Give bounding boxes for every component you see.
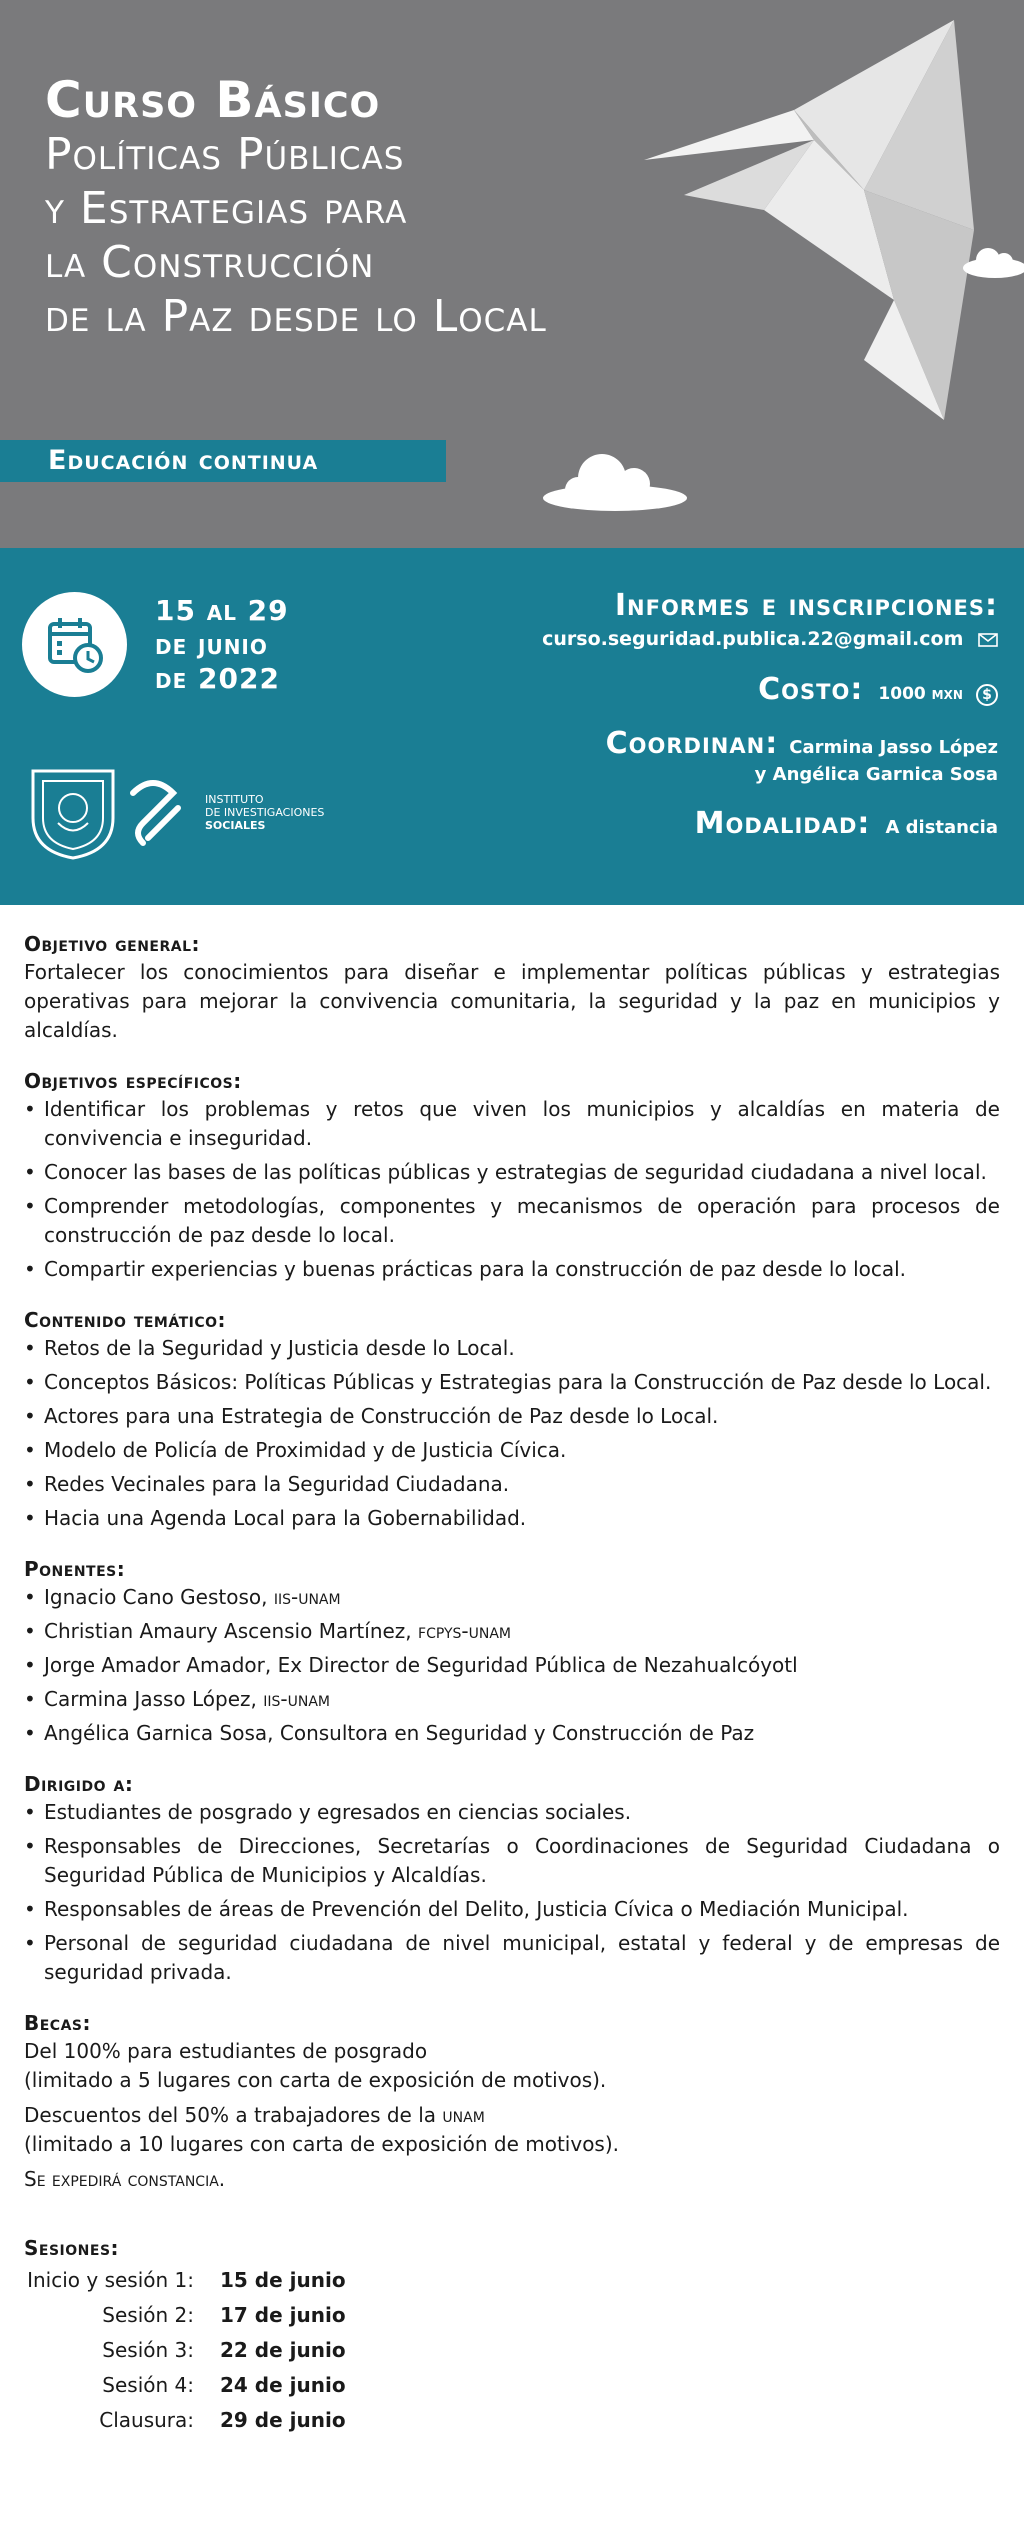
section-heading: Dirigido a: <box>24 1772 134 1796</box>
becas-text: unam <box>442 2103 485 2127</box>
session-label: Sesión 4: <box>102 2373 194 2397</box>
becas-line: Del 100% para estudiantes de posgrado <box>24 2039 428 2063</box>
dollar-icon: $ <box>976 684 998 706</box>
info-panel <box>0 548 1024 905</box>
coord-line: y Angélica Garnica Sosa <box>754 764 998 785</box>
education-band: Educación continua <box>0 440 446 482</box>
section-heading: Sesiones: <box>24 2236 120 2260</box>
session-date: 24 de junio <box>220 2373 346 2397</box>
list-item: • Conceptos Básicos: Políticas Públicas y Estrategias para la Construcción de Paz desde lo Local. <box>24 1368 1000 1397</box>
list-item: • Modelo de Policía de Proximidad y de Justicia Cívica. <box>24 1436 1000 1465</box>
list-item: • Hacia una Agenda Local para la Gobernabilidad. <box>24 1504 1000 1533</box>
informes-label: Informes e inscripciones: <box>614 588 998 623</box>
origami-dove-illustration <box>564 0 1024 440</box>
speaker-item <box>24 1617 1000 1646</box>
iis-logo-text <box>205 793 324 832</box>
title-line: Curso Básico <box>45 71 381 129</box>
cloud-illustration <box>540 448 690 513</box>
speaker-item <box>24 1651 1000 1680</box>
sessions-table <box>24 2266 1000 2435</box>
speaker-item <box>24 1685 1000 1714</box>
session-date: 29 de junio <box>220 2408 346 2432</box>
becas-text: Descuentos del 50% a trabajadores de la <box>24 2103 443 2127</box>
list-item: • Redes Vecinales para la Seguridad Ciudadana. <box>24 1470 1000 1499</box>
iis-line: INSTITUTO <box>205 793 264 806</box>
course-title <box>45 72 547 344</box>
list-item: • Responsables de áreas de Prevención del Delito, Justicia Cívica o Mediación Municipal. <box>24 1895 1000 1924</box>
list-item: • Actores para una Estrategia de Construcción de Paz desde lo Local. <box>24 1402 1000 1431</box>
objetivo-general-section <box>24 930 1000 1045</box>
contact-block <box>438 588 998 842</box>
session-date: 15 de junio <box>220 2268 346 2292</box>
date-line: 15 al 29 <box>155 594 289 627</box>
list-item: • Compartir experiencias y buenas prácticas para la construcción de paz desde lo local. <box>24 1255 1000 1284</box>
speaker-name: Carmina Jasso López, <box>44 1687 264 1711</box>
title-line: y Estrategias para <box>45 183 408 234</box>
speaker-name: Jorge Amador Amador, Ex Director de Seguridad Pública de Nezahualcóyotl <box>44 1653 798 1677</box>
speaker-institution: fcpys-unam <box>418 1619 512 1643</box>
list-item: • Retos de la Seguridad y Justicia desde lo Local. <box>24 1334 1000 1363</box>
title-line: la Construcción <box>45 237 375 288</box>
list-item: • Estudiantes de posgrado y egresados en ciencias sociales. <box>24 1798 1000 1827</box>
speaker-institution: iis-unam <box>263 1687 330 1711</box>
becas-line: (limitado a 5 lugares con carta de exposición de motivos). <box>24 2068 607 2092</box>
section-heading: Contenido temático: <box>24 1308 227 1332</box>
section-heading: Objetivos específicos: <box>24 1069 242 1093</box>
date-line: de 2022 <box>155 662 280 695</box>
course-dates <box>155 594 289 696</box>
iis-line: DE INVESTIGACIONES <box>205 806 325 819</box>
speaker-item <box>24 1583 1000 1612</box>
session-label: Sesión 2: <box>102 2303 194 2327</box>
list-item: • Comprender metodologías, componentes y mecanismos de operación para procesos de construcción de paz desde lo local. <box>24 1192 1000 1250</box>
sesiones-section <box>24 2234 1000 2435</box>
title-line: Políticas Públicas <box>45 129 405 180</box>
iis-line: SOCIALES <box>205 819 266 832</box>
section-heading: Objetivo general: <box>24 932 201 956</box>
session-label: Clausura: <box>99 2408 194 2432</box>
course-details <box>24 930 1000 2457</box>
list-item: • Identificar los problemas y retos que viven los municipios y alcaldías en materia de convivencia e inseguridad. <box>24 1095 1000 1153</box>
ponentes-section <box>24 1555 1000 1748</box>
becas-line: (limitado a 10 lugares con carta de exposición de motivos). <box>24 2132 620 2156</box>
costo-value: 1000 mxn <box>878 684 963 704</box>
becas-line <box>24 2101 1000 2130</box>
unam-logo <box>28 763 198 863</box>
becas-section <box>24 2009 1000 2194</box>
speaker-name: Angélica Garnica Sosa, Consultora en Seguridad y Construcción de Paz <box>44 1721 755 1745</box>
cloud-illustration <box>960 240 1024 280</box>
coord-line: Carmina Jasso López <box>789 737 998 758</box>
speaker-name: Ignacio Cano Gestoso, <box>44 1585 274 1609</box>
contenido-section <box>24 1306 1000 1533</box>
speaker-item <box>24 1719 1000 1748</box>
session-label: Sesión 3: <box>102 2338 194 2362</box>
session-date: 17 de junio <box>220 2303 346 2327</box>
speaker-name: Christian Amaury Ascensio Martínez, <box>44 1619 419 1643</box>
session-label: Inicio y sesión 1: <box>27 2268 194 2292</box>
constancia-note: Se expedirá constancia. <box>24 2167 226 2191</box>
list-item: • Responsables de Direcciones, Secretarías o Coordinaciones de Seguridad Ciudadana o Seguridad Pública de Municipios y Alcaldías. <box>24 1832 1000 1890</box>
title-line: de la Paz desde lo Local <box>45 291 547 342</box>
coord-label: Coordinan: <box>605 726 779 761</box>
section-text: Fortalecer los conocimientos para diseñar e implementar políticas públicas y estrategias operativas para mejorar la convivencia comunitaria, la seguridad y la paz en municipios y alcaldías. <box>24 960 1000 1042</box>
speaker-institution: iis-unam <box>273 1585 341 1609</box>
objetivos-especificos-section <box>24 1067 1000 1284</box>
list-item: • Personal de seguridad ciudadana de nivel municipal, estatal y federal y de empresas de seguridad privada. <box>24 1929 1000 1987</box>
date-line: de junio <box>155 628 268 661</box>
modalidad-label: Modalidad: <box>694 806 871 841</box>
section-heading: Becas: <box>24 2011 91 2035</box>
email-link[interactable]: curso.seguridad.publica.22@gmail.com <box>542 628 964 650</box>
section-heading: Ponentes: <box>24 1557 126 1581</box>
calendar-badge <box>22 592 127 697</box>
hero-banner <box>0 0 1024 548</box>
session-date: 22 de junio <box>220 2338 346 2362</box>
modalidad-value: A distancia <box>885 817 998 838</box>
mail-icon <box>978 633 998 647</box>
list-item: • Conocer las bases de las políticas públicas y estrategias de seguridad ciudadana a nivel local. <box>24 1158 1000 1187</box>
dirigido-section <box>24 1770 1000 1987</box>
calendar-clock-icon <box>22 592 127 697</box>
costo-label: Costo: <box>758 672 864 707</box>
